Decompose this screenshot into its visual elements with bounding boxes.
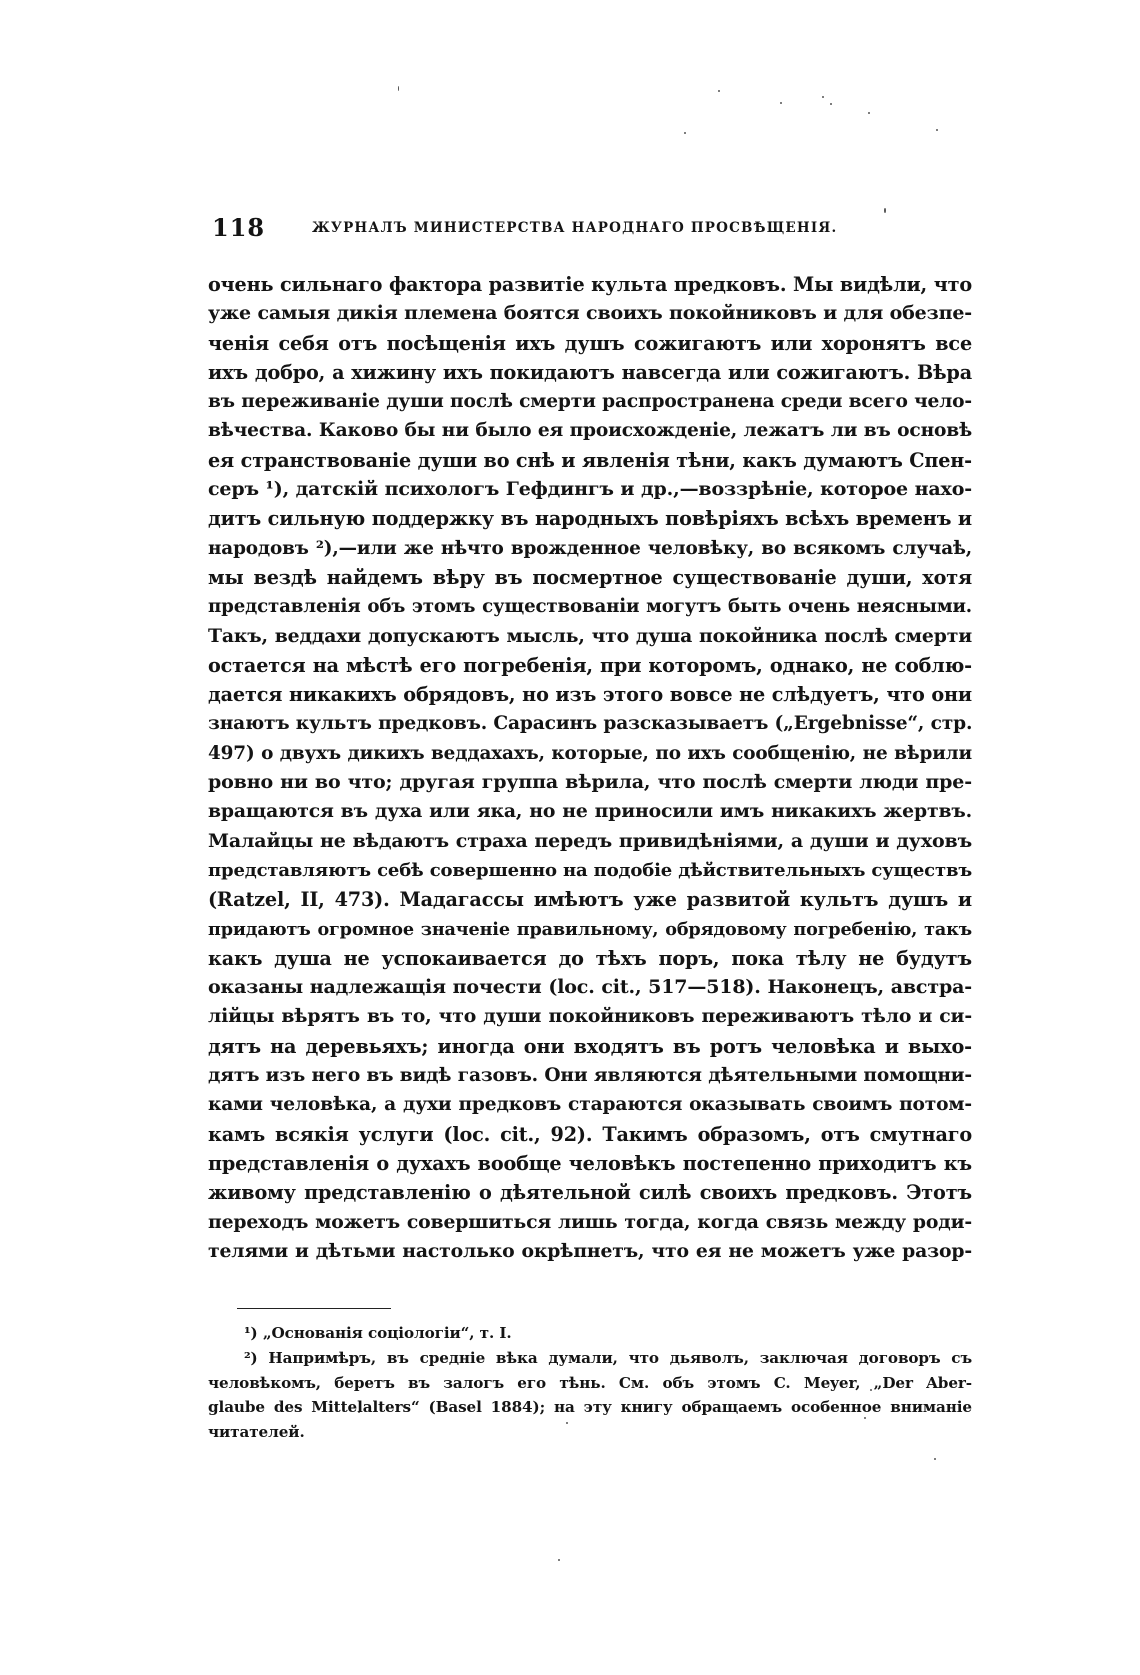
text-line: уже самыя дикія племена боятся своихъ покойниковъ и для обезпе-: [208, 302, 972, 325]
footnote-1: ¹) „Основанія соціологіи“, т. I.: [244, 1324, 512, 1342]
text-line: ками человѣка, а духи предковъ стараются оказывать своимъ потом-: [208, 1094, 972, 1116]
footnote-2-line: ²) Напримѣръ, въ средніе вѣка думали, что дьяволъ, заключая договоръ съ: [244, 1348, 972, 1367]
text-line: (Ratzel, II, 473). Мадагассы имѣютъ уже развитой культъ душъ и: [208, 888, 972, 912]
footnotes: [208, 1321, 972, 1445]
text-line: серъ ¹), датскій психологъ Гефдингъ и др.,—воззрѣніе, которое нахо-: [208, 478, 972, 501]
footnote-2-line: читателей.: [208, 1423, 305, 1442]
text-line: представленія объ этомъ существованіи могутъ быть очень неясными.: [208, 596, 972, 618]
text-line: вѣчества. Каково бы ни было ея происхожденіе, лежатъ ли въ основѣ: [208, 420, 972, 442]
text-line: ихъ добро, а хижину ихъ покидаютъ навсегда или сожигаютъ. Вѣра: [208, 360, 972, 384]
text-line: дается никакихъ обрядовъ, но изъ этого вовсе не слѣдуетъ, что они: [208, 683, 972, 707]
text-line: остается на мѣстѣ его погребенія, при которомъ, однако, не соблю-: [208, 653, 972, 677]
text-line: телями и дѣтьми настолько окрѣпнетъ, что ея не можетъ уже разор-: [208, 1239, 972, 1262]
text-line: представленія о духахъ вообще человѣкъ постепенно приходитъ къ: [208, 1151, 972, 1175]
text-line: знаютъ культъ предковъ. Сарасинъ разсказываетъ („Ergebnisse“, стр.: [208, 713, 973, 735]
text-line: ровно ни во что; другая группа вѣрила, что послѣ смерти люди пре-: [208, 771, 972, 794]
footnote-2-line: glaube des Mittelalters“ (Basel 1884); на эту книгу обращаемъ особенное вниманіе: [208, 1398, 972, 1417]
footnote-2-line: человѣкомъ, беретъ въ залогъ его тѣнь. См. объ этомъ C. Meyer, „Der Aber-: [208, 1373, 972, 1392]
footnote-divider: [237, 1308, 391, 1309]
text-line: переходъ можетъ совершиться лишь тогда, когда связь между роди-: [208, 1210, 972, 1233]
text-line: лійцы вѣрятъ въ то, что души покойниковъ переживаютъ тѣло и си-: [208, 1005, 972, 1028]
page-number: 118: [212, 213, 266, 242]
text-line: 497) о двухъ дикихъ веддахахъ, которые, по ихъ сообщенію, не вѣрили: [208, 742, 972, 764]
text-line: дитъ сильную поддержку въ народныхъ повѣріяхъ всѣхъ временъ и: [208, 507, 972, 531]
text-line: придаютъ огромное значеніе правильному, обрядовому погребенію, такъ: [208, 918, 972, 940]
text-line: народовъ ²),—или же нѣчто врожденное человѣку, во всякомъ случаѣ,: [208, 537, 972, 559]
text-line: мы вездѣ найдемъ вѣру въ посмертное существованіе души, хотя: [208, 565, 972, 589]
text-line: живому представленію о дѣятельной силѣ своихъ предковъ. Этотъ: [208, 1181, 972, 1205]
text-line: представляютъ себѣ совершенно на подобіе дѣйствительныхъ существъ: [208, 859, 972, 881]
text-line: ея странствованіе души во снѣ и явленія тѣни, какъ думаютъ Спен-: [208, 448, 972, 472]
text-line: оказаны надлежащія почести (loc. cit., 517—518). Наконецъ, австра-: [208, 976, 972, 999]
text-line: Такъ, веддахи допускаютъ мысль, что душа покойника послѣ смерти: [208, 624, 972, 647]
text-line: ченія себя отъ посѣщенія ихъ душъ сожигаютъ или хоронятъ все: [208, 331, 972, 355]
text-line: въ переживаніе души послѣ смерти распространена среди всего чело-: [208, 391, 972, 413]
page-header: [212, 213, 972, 247]
text-line: какъ душа не успокаивается до тѣхъ поръ, пока тѣлу не будутъ: [208, 946, 972, 970]
main-text: [208, 270, 972, 1266]
text-line: Малайцы не вѣдаютъ страха передъ привидѣніями, а души и духовъ: [208, 829, 972, 852]
text-line: дятъ на деревьяхъ; иногда они входятъ въ ротъ человѣка и выхо-: [208, 1034, 972, 1058]
running-title: ЖУРНАЛЪ МИНИСТЕРСТВА НАРОДНАГО ПРОСВѢЩЕНІЯ.: [312, 220, 838, 236]
text-line: дятъ изъ него въ видѣ газовъ. Они являются дѣятельными помощни-: [208, 1065, 972, 1087]
text-line: очень сильнаго фактора развитіе культа предковъ. Мы видѣли, что: [208, 273, 972, 296]
text-line: камъ всякія услуги (loc. cit., 92). Такимъ образомъ, отъ смутнаго: [208, 1122, 972, 1146]
text-line: вращаются въ духа или яка, но не приносили имъ никакихъ жертвъ.: [208, 800, 972, 823]
